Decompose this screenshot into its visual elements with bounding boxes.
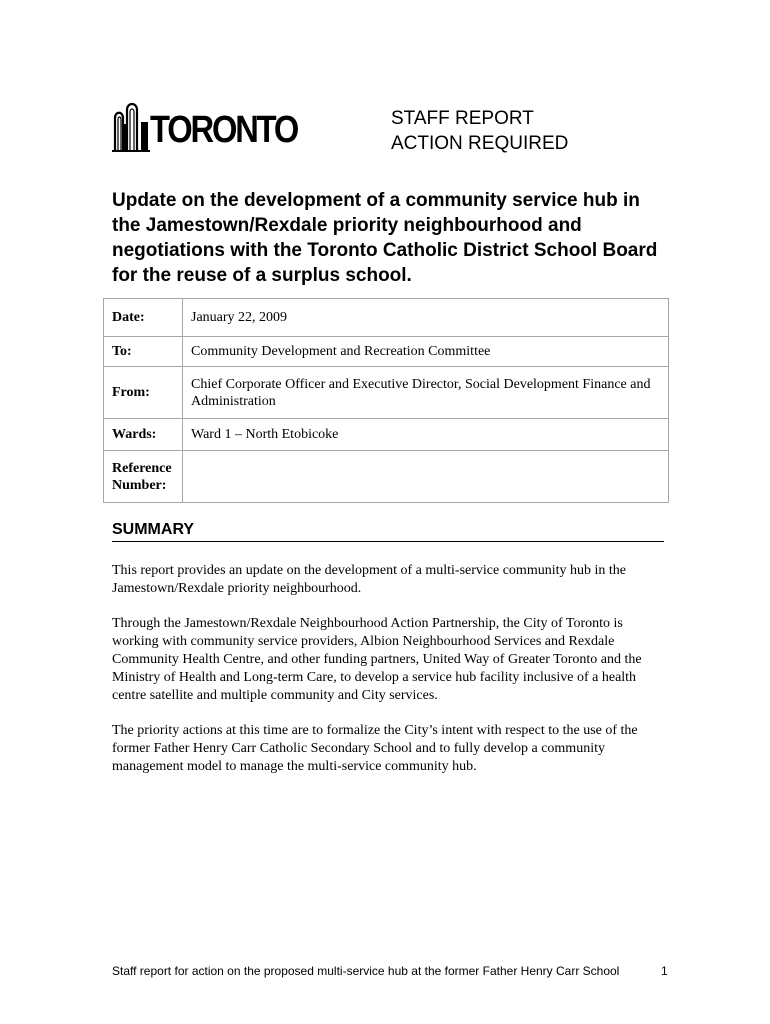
meta-value — [183, 451, 669, 503]
meta-value: Community Development and Recreation Committee — [183, 337, 669, 367]
summary-paragraph: Through the Jamestown/Rexdale Neighbourhood Action Partnership, the City of Toronto is working with community service providers, Albion Neighbourhood Services and Rexdale Community Health Centre, and other funding partners, United Way of Greater Toronto and the Ministry of Health and Long-term Care, to develop a service hub facility inclusive of a health centre satellite and multiple community and City services. — [112, 616, 642, 703]
logo-wordmark: TORONTO — [150, 109, 298, 151]
meta-row-from — [104, 367, 669, 419]
summary-heading: SUMMARY — [112, 520, 664, 542]
meta-row-wards — [104, 419, 669, 451]
summary-paragraph: This report provides an update on the development of a multi-service community hub in the Jamestown/Rexdale priority neighbourhood. — [112, 563, 626, 596]
meta-row-reference — [104, 451, 669, 503]
meta-row-to — [104, 337, 669, 367]
page-number: 1 — [661, 964, 668, 978]
city-hall-icon — [112, 98, 152, 154]
meta-value: Ward 1 – North Etobicoke — [183, 419, 669, 451]
meta-value: January 22, 2009 — [183, 299, 669, 337]
meta-label: Date: — [104, 299, 183, 337]
meta-label: Reference Number: — [104, 451, 183, 503]
report-title: Update on the development of a community service hub in the Jamestown/Rexdale priority neighbourhood and negotiations with the Toronto Catholic District School Board for the reuse of a surplus school. — [112, 190, 658, 286]
meta-label: Wards: — [104, 419, 183, 451]
city-of-toronto-logo — [112, 98, 298, 154]
meta-label: To: — [104, 337, 183, 367]
report-type-line1: STAFF REPORT — [391, 108, 534, 129]
meta-row-date — [104, 299, 669, 337]
meta-value: Chief Corporate Officer and Executive Director, Social Development Finance and Administration — [183, 367, 669, 419]
meta-label: From: — [104, 367, 183, 419]
footer-text: Staff report for action on the proposed multi-service hub at the former Father Henry Carr School — [112, 964, 620, 978]
summary-paragraph: The priority actions at this time are to formalize the City’s intent with respect to the use of the former Father Henry Carr Catholic Secondary School and to fully develop a community management model to manage the multi-service community hub. — [112, 723, 638, 774]
report-type — [391, 106, 568, 156]
report-meta-table — [103, 298, 669, 503]
report-type-line2: ACTION REQUIRED — [391, 133, 569, 154]
